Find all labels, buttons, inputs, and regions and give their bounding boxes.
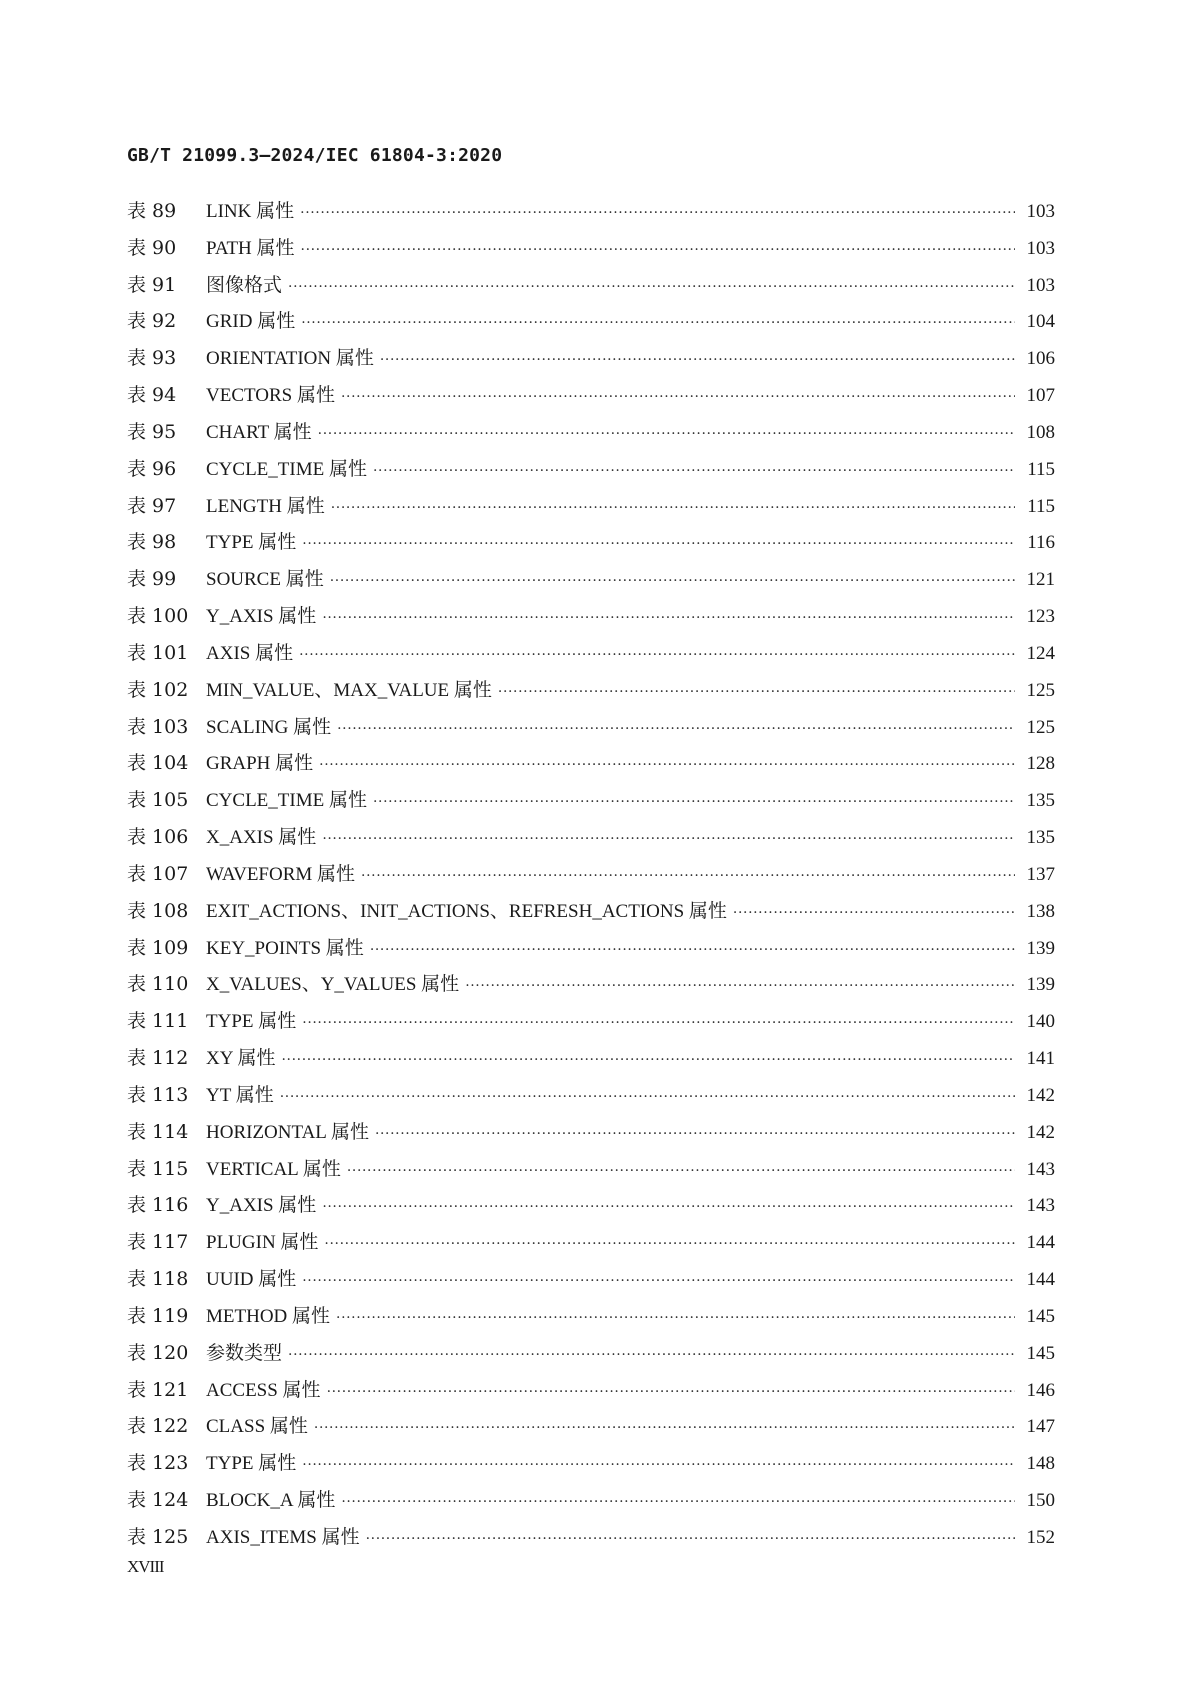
toc-entry-page-number: 140 [1026,1011,1055,1033]
toc-entry-title: SOURCE 属性 [206,569,324,591]
toc-entry[interactable] [127,414,1055,451]
toc-entry-page-number: 138 [1026,900,1055,922]
toc-entry-number: 表 124 [127,1488,189,1511]
toc-entry-title: 图像格式 [206,274,283,296]
toc-entry[interactable] [127,303,1055,340]
toc-entry-page-number: 139 [1026,937,1055,959]
toc-entry[interactable] [127,819,1055,856]
toc-entry-title: TYPE 属性 [206,1011,297,1033]
toc-entry-number: 表 112 [127,1047,189,1070]
toc-dot-leader [324,1226,1015,1263]
toc-entry-number: 表 107 [127,862,189,885]
toc-entry-page-number: 103 [1026,274,1055,296]
toc-entry-page-number: 135 [1026,827,1055,849]
toc-entry-page-number: 145 [1026,1342,1055,1364]
toc-entry-title: HORIZONTAL 属性 [206,1121,369,1143]
standard-code-header: GB/T 21099.3—2024/IEC 61804-3:2020 [127,145,503,166]
toc-entry-title: METHOD 属性 [206,1305,331,1327]
toc-dot-leader [299,637,1015,674]
toc-dot-leader [361,858,1015,895]
toc-dot-leader [301,305,1015,342]
toc-entry[interactable] [127,1040,1055,1077]
toc-entry-title: BLOCK_A 属性 [206,1489,336,1511]
toc-entry[interactable] [127,1519,1055,1556]
page-folio: XVIII [127,1557,164,1576]
toc-dot-leader [347,1153,1015,1190]
toc-entry-page-number: 135 [1026,790,1055,812]
toc-entry-page-number: 144 [1026,1232,1055,1254]
toc-entry-page-number: 108 [1026,421,1055,443]
toc-entry[interactable] [127,1445,1055,1482]
toc-entry-number: 表 110 [127,973,189,996]
toc-entry[interactable] [127,1482,1055,1519]
toc-dot-leader [465,968,1015,1005]
toc-entry[interactable] [127,709,1055,746]
toc-entry-page-number: 104 [1026,311,1055,333]
toc-entry[interactable] [127,1114,1055,1151]
toc-entry-page-number: 146 [1026,1379,1055,1401]
toc-dot-leader [366,1521,1015,1558]
toc-entry-title: CYCLE_TIME 属性 [206,458,367,480]
toc-entry-number: 表 115 [127,1157,189,1180]
toc-dot-leader [314,1410,1015,1447]
toc-entry[interactable] [127,1077,1055,1114]
toc-entry-number: 表 111 [127,1010,189,1033]
toc-entry-number: 表 103 [127,715,189,738]
toc-dot-leader [288,1337,1015,1374]
toc-entry-page-number: 123 [1026,606,1055,628]
toc-dot-leader [300,195,1015,232]
toc-entry-page-number: 124 [1026,642,1055,664]
toc-entry-page-number: 143 [1026,1195,1055,1217]
toc-entry-number: 表 92 [127,310,177,333]
toc-entry-number: 表 93 [127,347,177,370]
toc-entry-number: 表 108 [127,899,189,922]
toc-entry-page-number: 115 [1027,495,1055,517]
toc-dot-leader [733,895,1015,932]
toc-dot-leader [327,1374,1015,1411]
toc-dot-leader [302,1005,1015,1042]
table-of-contents-list [127,193,1055,1556]
toc-entry-number: 表 114 [127,1120,189,1143]
toc-entry-number: 表 101 [127,641,189,664]
toc-entry[interactable] [127,1224,1055,1261]
toc-entry[interactable] [127,1003,1055,1040]
toc-entry-page-number: 115 [1027,458,1055,480]
toc-entry-page-number: 103 [1026,201,1055,222]
toc-entry-page-number: 152 [1026,1526,1055,1548]
toc-entry-title: AXIS 属性 [206,642,294,664]
toc-entry-title: ACCESS 属性 [206,1379,321,1401]
toc-entry-number: 表 118 [127,1268,189,1291]
toc-entry[interactable] [127,377,1055,414]
toc-entry-number: 表 95 [127,420,177,443]
toc-dot-leader [341,1484,1015,1521]
toc-dot-leader [370,932,1015,969]
toc-dot-leader [341,379,1015,416]
toc-entry-number: 表 100 [127,605,189,628]
toc-dot-leader [302,1447,1015,1484]
toc-entry-title: WAVEFORM 属性 [206,863,356,885]
toc-entry-title: EXIT_ACTIONS、INIT_ACTIONS、REFRESH_ACTIONS 属性 [206,900,727,922]
toc-entry-page-number: 150 [1026,1489,1055,1511]
toc-entry-number: 表 97 [127,494,177,517]
toc-entry[interactable] [127,1408,1055,1445]
toc-dot-leader [331,490,1015,527]
toc-entry[interactable] [127,1335,1055,1372]
toc-entry-page-number: 106 [1026,348,1055,370]
toc-entry-page-number: 128 [1026,753,1055,775]
toc-entry-title: KEY_POINTS 属性 [206,937,364,959]
toc-entry-page-number: 121 [1026,569,1055,591]
toc-entry-title: AXIS_ITEMS 属性 [206,1526,360,1548]
toc-entry-title: VECTORS 属性 [206,385,335,407]
toc-entry-title: CHART 属性 [206,421,312,443]
toc-dot-leader [322,1189,1015,1226]
toc-entry-number: 表 125 [127,1525,189,1548]
toc-entry-title: MIN_VALUE、MAX_VALUE 属性 [206,679,492,701]
toc-entry-title: LENGTH 属性 [206,495,325,517]
toc-entry[interactable] [127,745,1055,782]
toc-entry[interactable] [127,966,1055,1003]
toc-dot-leader [302,526,1015,563]
toc-entry-number: 表 90 [127,236,177,259]
toc-entry-number: 表 105 [127,789,189,812]
toc-entry-number: 表 116 [127,1194,189,1217]
toc-entry-page-number: 147 [1026,1416,1055,1438]
toc-entry-title: TYPE 属性 [206,1453,297,1475]
toc-entry-title: Y_AXIS 属性 [206,606,317,628]
toc-entry-page-number: 142 [1026,1121,1055,1143]
toc-entry[interactable] [127,635,1055,672]
toc-entry-title: YT 属性 [206,1084,274,1106]
toc-dot-leader [318,416,1015,453]
toc-entry[interactable] [127,1151,1055,1188]
toc-entry[interactable] [127,524,1055,561]
toc-entry-number: 表 104 [127,752,189,775]
toc-entry-title: X_AXIS 属性 [206,827,317,849]
toc-entry-number: 表 89 [127,200,177,222]
toc-entry-page-number: 142 [1026,1084,1055,1106]
toc-entry[interactable] [127,230,1055,267]
toc-dot-leader [336,1300,1015,1337]
toc-entry-number: 表 120 [127,1341,189,1364]
toc-dot-leader [337,711,1015,748]
toc-entry-page-number: 143 [1026,1158,1055,1180]
toc-entry[interactable] [127,1298,1055,1335]
toc-dot-leader [319,747,1015,784]
toc-entry-title: UUID 属性 [206,1269,297,1291]
toc-entry-number: 表 106 [127,826,189,849]
toc-entry[interactable] [127,930,1055,967]
toc-entry-number: 表 102 [127,678,189,701]
toc-entry-number: 表 117 [127,1231,189,1254]
toc-entry-page-number: 125 [1026,679,1055,701]
toc-entry[interactable] [127,1261,1055,1298]
toc-entry-page-number: 137 [1026,863,1055,885]
toc-dot-leader [373,784,1015,821]
toc-dot-leader [280,1079,1015,1116]
toc-entry-page-number: 125 [1026,716,1055,738]
toc-dot-leader [288,269,1015,306]
toc-entry-page-number: 107 [1026,385,1055,407]
toc-dot-leader [375,1116,1015,1153]
toc-dot-leader [282,1042,1016,1079]
toc-entry[interactable] [127,193,1055,230]
toc-entry-title: CLASS 属性 [206,1416,308,1438]
toc-dot-leader [373,453,1015,490]
toc-entry-number: 表 94 [127,384,177,407]
toc-entry-title: SCALING 属性 [206,716,332,738]
toc-entry-title: PLUGIN 属性 [206,1232,319,1254]
toc-entry-title: X_VALUES、Y_VALUES 属性 [206,974,460,996]
toc-entry-page-number: 116 [1027,532,1055,554]
toc-entry-number: 表 98 [127,531,177,554]
toc-entry-title: XY 属性 [206,1048,276,1070]
toc-entry-title: TYPE 属性 [206,532,297,554]
toc-entry-title: LINK 属性 [206,201,295,222]
toc-entry-number: 表 113 [127,1083,189,1106]
toc-entry-page-number: 148 [1026,1453,1055,1475]
toc-entry-title: PATH 属性 [206,237,295,259]
toc-entry[interactable] [127,267,1055,304]
toc-entry[interactable] [127,1187,1055,1224]
toc-entry-page-number: 144 [1026,1269,1055,1291]
toc-dot-leader [330,563,1015,600]
toc-entry-page-number: 145 [1026,1305,1055,1327]
toc-entry[interactable] [127,561,1055,598]
toc-entry-number: 表 91 [127,273,177,296]
toc-entry[interactable] [127,782,1055,819]
toc-dot-leader [322,821,1015,858]
toc-dot-leader [322,600,1015,637]
toc-entry-number: 表 99 [127,568,177,591]
toc-entry-title: VERTICAL 属性 [206,1158,341,1180]
toc-dot-leader [302,1263,1015,1300]
toc-entry-number: 表 123 [127,1452,189,1475]
toc-entry-number: 表 121 [127,1378,189,1401]
toc-entry-title: 参数类型 [206,1342,283,1364]
toc-entry[interactable] [127,340,1055,377]
toc-entry-page-number: 103 [1026,237,1055,259]
toc-entry[interactable] [127,1372,1055,1409]
toc-entry[interactable] [127,856,1055,893]
toc-entry[interactable] [127,451,1055,488]
toc-entry-number: 表 96 [127,457,177,480]
toc-entry[interactable] [127,598,1055,635]
toc-entry-title: ORIENTATION 属性 [206,348,374,370]
toc-entry-title: CYCLE_TIME 属性 [206,790,367,812]
toc-entry-page-number: 141 [1026,1048,1055,1070]
toc-entry[interactable] [127,672,1055,709]
toc-dot-leader [301,232,1015,269]
toc-entry-number: 表 119 [127,1304,189,1327]
toc-entry[interactable] [127,893,1055,930]
toc-entry-title: GRID 属性 [206,311,296,333]
toc-dot-leader [498,674,1015,711]
toc-entry[interactable] [127,488,1055,525]
toc-entry-title: Y_AXIS 属性 [206,1195,317,1217]
toc-entry-number: 表 109 [127,936,189,959]
toc-entry-number: 表 122 [127,1415,189,1438]
toc-dot-leader [380,342,1015,379]
toc-entry-page-number: 139 [1026,974,1055,996]
toc-entry-title: GRAPH 属性 [206,753,314,775]
